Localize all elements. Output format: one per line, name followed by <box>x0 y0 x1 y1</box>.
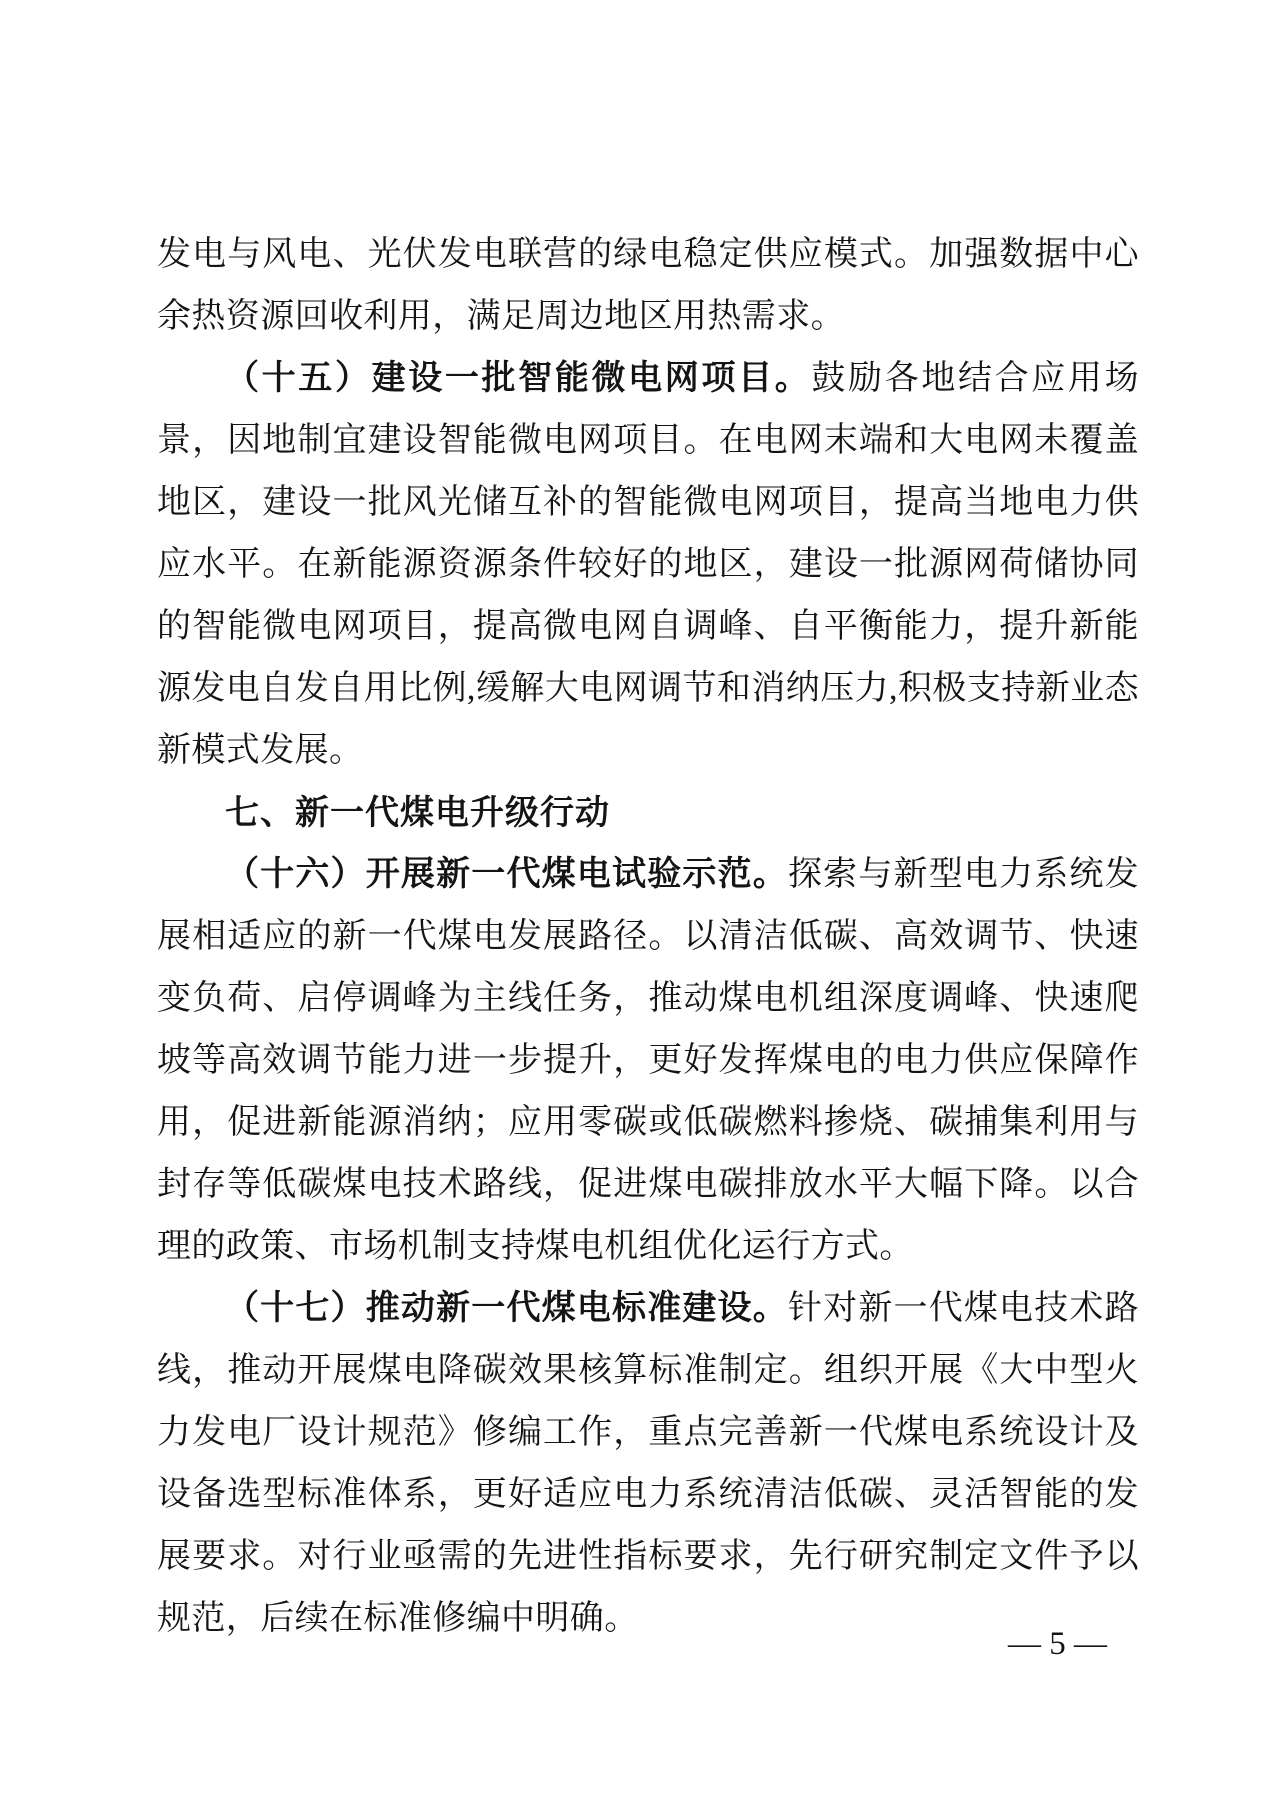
paragraph-item-16 <box>157 844 1139 1278</box>
paragraph-item-17 <box>157 1278 1139 1650</box>
paragraph-item-15 <box>157 348 1139 782</box>
paragraph-continuation <box>157 224 1139 348</box>
section-7-heading: 七、新一代煤电升级行动 <box>225 794 610 832</box>
paragraph-item-15-lead: （十五）建设一批智能微电网项目。 <box>225 360 812 397</box>
paragraph-item-17-lead: （十七）推动新一代煤电标准建设。 <box>225 1290 788 1327</box>
page-number: — 5 — <box>1008 1626 1107 1662</box>
paragraph-item-16-lead: （十六）开展新一代煤电试验示范。 <box>225 856 788 893</box>
paragraph-item-15-text: 鼓励各地结合应用场景，因地制宜建设智能微电网项目。在电网末端和大电网未覆盖地区，建设一批风光储互补的智能微电网项目，提高当地电力供应水平。在新能源资源条件较好的地区，建设一批源网荷储协同的智能微电网项目，提高微电网自调峰、自平衡能力，提升新能源发电自发自用比例,缓解大电网调节和消纳压力,积极支持新业态新模式发展。 <box>157 360 1139 769</box>
paragraph-item-16-text: 探索与新型电力系统发展相适应的新一代煤电发展路径。以清洁低碳、高效调节、快速变负荷、启停调峰为主线任务，推动煤电机组深度调峰、快速爬坡等高效调节能力进一步提升，更好发挥煤电的电力供应保障作用，促进新能源消纳；应用零碳或低碳燃料掺烧、碳捕集利用与封存等低碳煤电技术路线，促进煤电碳排放水平大幅下降。以合理的政策、市场机制支持煤电机组优化运行方式。 <box>157 856 1140 1265</box>
paragraph-item-17-text: 针对新一代煤电技术路线，推动开展煤电降碳效果核算标准制定。组织开展《大中型火力发电厂设计规范》修编工作，重点完善新一代煤电系统设计及设备选型标准体系，更好适应电力系统清洁低碳、灵活智能的发展要求。对行业亟需的先进性指标要求，先行研究制定文件予以规范，后续在标准修编中明确。 <box>157 1290 1140 1637</box>
paragraph-continuation-text: 发电与风电、光伏发电联营的绿电稳定供应模式。加强数据中心余热资源回收利用，满足周边地区用热需求。 <box>157 236 1139 335</box>
document-body <box>157 224 1139 1650</box>
